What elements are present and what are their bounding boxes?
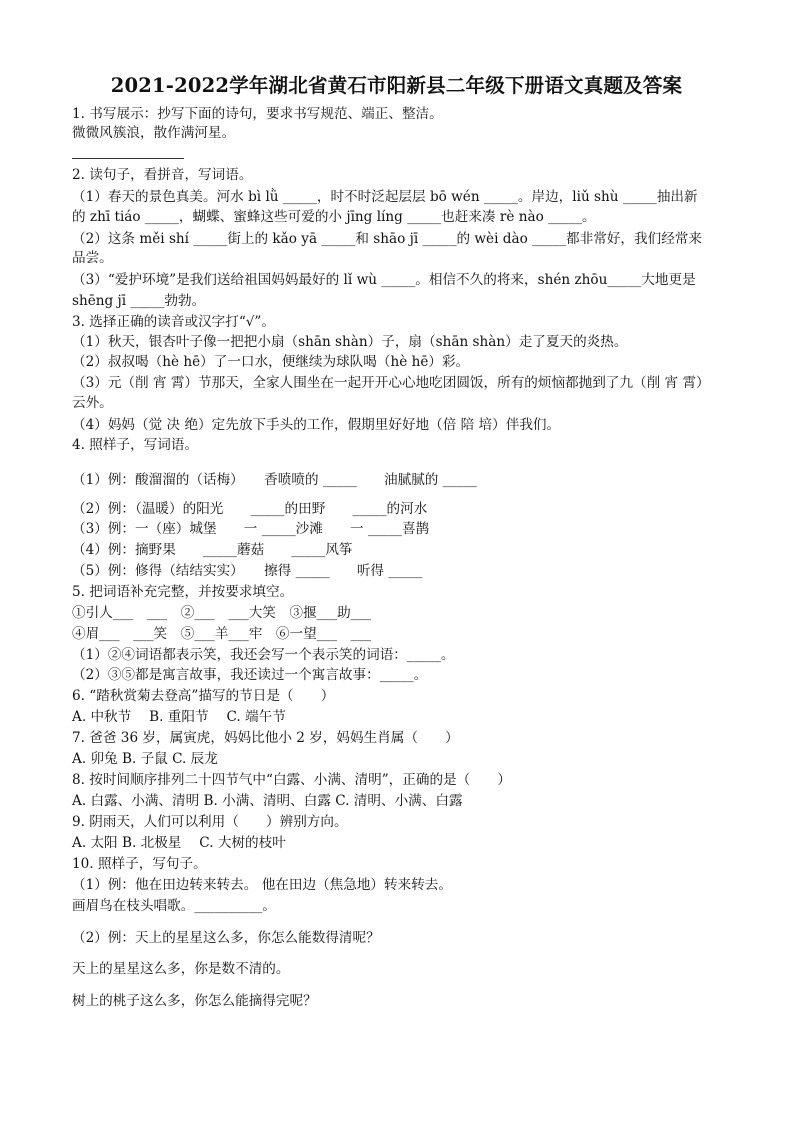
q10-item2-answer: 天上的星星这么多，你是数不清的。 xyxy=(72,961,290,977)
question-10: 10. 照样子，写句子。 xyxy=(72,856,207,872)
q10-item1-example: （1）例：他在田边转来转去。 他在田边（焦急地）转来转去。 xyxy=(72,877,452,893)
q2-part2-line2: 品尝。 xyxy=(72,250,113,266)
question-7: 7. 爸爸 36 岁，属寅虎，妈妈比他小 2 岁，妈妈生肖属（ ） xyxy=(72,730,459,746)
q5-part1: （1）②④词语都表示笑，我还会写一个表示笑的词语：_____。 xyxy=(72,647,455,663)
question-5: 5. 把词语补充完整，并按要求填空。 xyxy=(72,584,294,600)
q4-item5: （5）例：修得（结结实实） 擦得 _____ 听得 _____ xyxy=(72,563,423,579)
q2-part2-line1: （2）这条 měi shí _____街上的 kǎo yā _____和 shāo jī _____的 wèi dào _____都非常好，我们经常来 xyxy=(72,231,702,247)
q4-item2: （2）例：（温暖）的阳光 _____的田野 _____的河水 xyxy=(72,501,428,517)
q5-idioms-row2: ④眉___ ___笑 ⑤___羊___牢 ⑥一望___ ___ xyxy=(72,626,372,642)
q2-part1-line1: （1）春天的景色真美。河水 bì lǜ _____，时不时泛起层层 bō wén _____。岸边，liǔ shù _____抽出新 xyxy=(72,189,698,205)
q10-item2-example: （2）例：天上的星星这么多，你怎么能数得清呢？ xyxy=(72,930,380,946)
q2-part3-line2: shēng jī _____勃勃。 xyxy=(72,293,206,309)
question-9: 9. 阴雨天，人们可以利用（ ）辨别方向。 xyxy=(72,814,348,830)
q7-options: A. 卯兔 B. 子鼠 C. 辰龙 xyxy=(72,751,218,767)
document-title: 2021-2022学年湖北省黄石市阳新县二年级下册语文真题及答案 xyxy=(110,74,683,97)
question-3: 3. 选择正确的读音或汉字打“√”。 xyxy=(72,314,275,330)
q3-item3-line1: （3）元（削 宵 霄）节那天，全家人围坐在一起开开心心地吃团圆饭，所有的烦恼都抛到了九（削 宵 霄） xyxy=(72,375,710,391)
q2-part1-line2: 的 zhī tiáo _____，蝴蝶、蜜蜂这些可爱的小 jīng líng _____也赶来凑 rè nào _____。 xyxy=(72,209,596,225)
question-6: 6. “踏秋赏菊去登高”描写的节日是（ ） xyxy=(72,688,335,704)
q10-item1-task: 画眉鸟在枝头唱歌。__________。 xyxy=(72,898,276,914)
q4-item3: （3）例：一（座）城堡 一 _____沙滩 一 _____喜鹊 xyxy=(72,521,430,537)
q3-item1: （1）秋天，银杏叶子像一把把小扇（shān shàn）子，扇（shān shàn）走了夏天的炎热。 xyxy=(72,334,628,350)
q8-options: A. 白露、小满、清明 B. 小满、清明、白露 C. 清明、小满、白露 xyxy=(72,793,463,809)
question-8: 8. 按时间顺序排列二十四节气中“白露、小满、清明”，正确的是（ ） xyxy=(72,772,512,788)
question-4: 4. 照样子，写词语。 xyxy=(72,437,199,453)
answer-underline xyxy=(72,158,184,159)
q2-part3-line1: （3）“爱护环境”是我们送给祖国妈妈最好的 lǐ wù _____。相信不久的将来，shén zhōu_____大地更是 xyxy=(72,272,696,288)
q4-item4: （4）例：摘野果 _____蘑菇 _____风筝 xyxy=(72,542,353,558)
q4-item1: （1）例：酸溜溜的（话梅） 香喷喷的 _____ 油腻腻的 _____ xyxy=(72,472,477,488)
question-1: 1. 书写展示：抄写下面的诗句，要求书写规范、端正、整洁。 xyxy=(72,106,443,122)
q3-item2: （2）叔叔喝（hè hē）了一口水，便继续为球队喝（hè hē）彩。 xyxy=(72,354,470,370)
q3-item4: （4）妈妈（觉 决 绝）定先放下手头的工作，假期里好好地（倍 陪 培）伴我们。 xyxy=(72,417,561,433)
question-2: 2. 读句子，看拼音，写词语。 xyxy=(72,167,253,183)
poem-line: 微微风簇浪，散作满河星。 xyxy=(72,125,236,141)
q6-options: A. 中秋节 B. 重阳节 C. 端午节 xyxy=(72,709,286,725)
q10-item2-task: 树上的桃子这么多，你怎么能摘得完呢？ xyxy=(72,993,317,1009)
q5-part2: （2）③⑤都是寓言故事，我还读过一个寓言故事：_____。 xyxy=(72,667,428,683)
q5-idioms-row1: ①引人___ ___ ②___ ___大笑 ③揠___助___ xyxy=(72,605,372,621)
q9-options: A. 太阳 B. 北极星 C. 大树的枝叶 xyxy=(72,835,286,851)
q3-item3-line2: 云外。 xyxy=(72,395,113,411)
